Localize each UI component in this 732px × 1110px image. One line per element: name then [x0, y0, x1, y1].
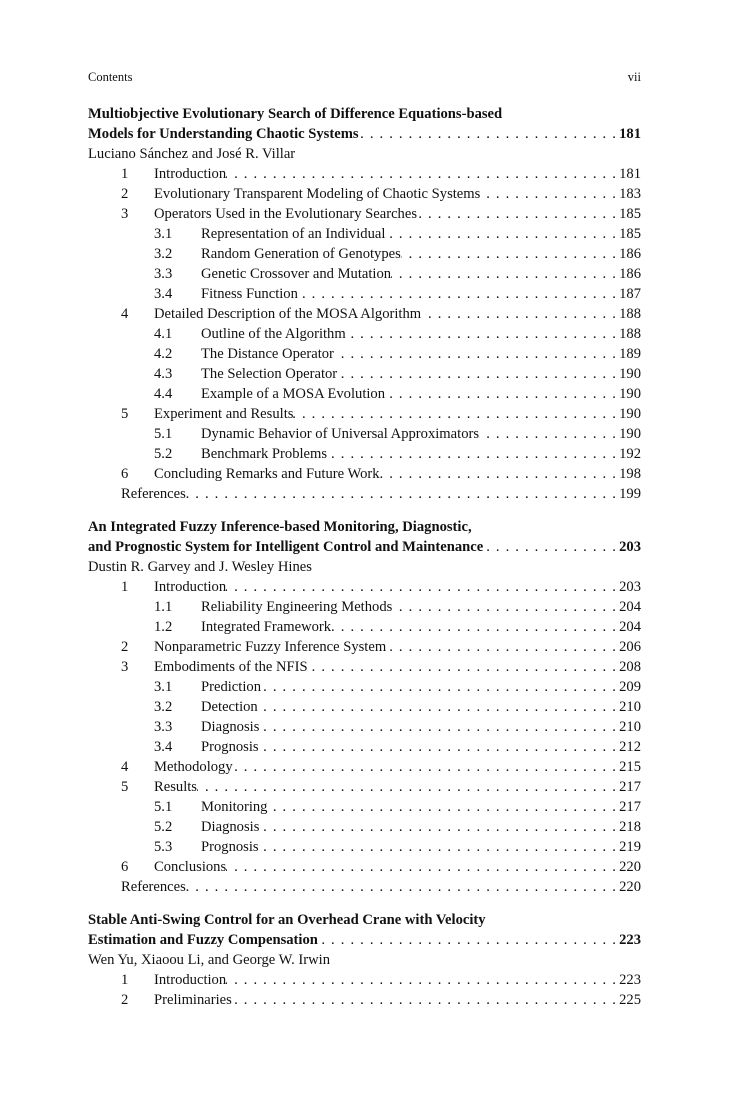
- chapter-title-text: Estimation and Fuzzy Compensation: [88, 932, 318, 948]
- dot-leader: [259, 717, 619, 737]
- toc-entry: [88, 577, 641, 597]
- chapter-page-number: 223: [619, 932, 641, 948]
- entry-number: 4.3: [154, 366, 173, 382]
- dot-leader: [392, 597, 619, 617]
- running-header: [88, 70, 641, 85]
- chapter-title-text: and Prognostic System for Intelligent Control and Maintenance: [88, 539, 484, 555]
- entry-title: Representation of an Individual: [201, 226, 386, 242]
- entry-number: 1.1: [154, 599, 173, 615]
- dot-leader: [483, 537, 619, 557]
- dot-leader: [417, 204, 619, 224]
- entry-page-number: 203: [619, 579, 641, 595]
- dot-leader: [258, 697, 619, 717]
- toc-entry: [88, 677, 641, 697]
- dot-leader: [259, 737, 620, 757]
- chapter-authors: [88, 950, 641, 970]
- entry-title: Nonparametric Fuzzy Inference System: [154, 639, 387, 655]
- toc-entry: [88, 737, 641, 757]
- references-entry: [88, 877, 641, 897]
- toc-entry: [88, 404, 641, 424]
- entry-page-number: 189: [619, 346, 641, 362]
- dot-leader: [226, 857, 619, 877]
- entry-title: References: [121, 486, 186, 502]
- entry-page-number: 215: [619, 759, 641, 775]
- toc-entry: [88, 264, 641, 284]
- entry-title: Integrated Framework: [201, 619, 332, 635]
- entry-title: Diagnosis: [201, 719, 260, 735]
- toc-entry: [88, 617, 641, 637]
- dot-leader: [267, 797, 619, 817]
- entry-page-number: 206: [619, 639, 641, 655]
- dot-leader: [337, 364, 619, 384]
- entry-title: The Distance Operator: [201, 346, 334, 362]
- entry-page-number: 220: [619, 879, 641, 895]
- entry-number: 3: [121, 659, 129, 675]
- entry-number: 1: [121, 166, 129, 182]
- entry-number: 6: [121, 466, 129, 482]
- entry-number: 4.4: [154, 386, 173, 402]
- toc-entry: [88, 797, 641, 817]
- entry-title: Conclusions: [154, 859, 227, 875]
- entry-number: 4: [121, 306, 129, 322]
- toc-entry: [88, 444, 641, 464]
- entry-title: Evolutionary Transparent Modeling of Chaotic Systems: [154, 186, 481, 202]
- toc-entry: [88, 324, 641, 344]
- dot-leader: [327, 444, 619, 464]
- entry-number: 5: [121, 406, 129, 422]
- dot-leader: [259, 837, 620, 857]
- entry-page-number: 186: [619, 246, 641, 262]
- entry-title: Detection: [201, 699, 258, 715]
- entry-title: Methodology: [154, 759, 233, 775]
- entry-title: Reliability Engineering Methods: [201, 599, 393, 615]
- header-page-number: vii: [627, 70, 641, 84]
- entry-number: 3.4: [154, 286, 173, 302]
- entry-title: Benchmark Problems: [201, 446, 328, 462]
- dot-leader: [261, 677, 619, 697]
- entry-title: Dynamic Behavior of Universal Approximators: [201, 426, 480, 442]
- entry-title: Operators Used in the Evolutionary Searches: [154, 206, 418, 222]
- dot-leader: [385, 384, 619, 404]
- toc-entry: [88, 990, 641, 1010]
- entry-page-number: 210: [619, 699, 641, 715]
- authors-text: Dustin R. Garvey and J. Wesley Hines: [88, 559, 312, 575]
- entry-page-number: 209: [619, 679, 641, 695]
- dot-leader: [421, 304, 619, 324]
- entry-number: 5: [121, 779, 129, 795]
- entry-page-number: 218: [619, 819, 641, 835]
- dot-leader: [479, 424, 619, 444]
- chapter-title-line: [88, 537, 641, 557]
- entry-page-number: 188: [619, 306, 641, 322]
- entry-page-number: 185: [619, 226, 641, 242]
- entry-page-number: 183: [619, 186, 641, 202]
- header-section-title: Contents: [88, 70, 133, 84]
- entry-number: 4.2: [154, 346, 173, 362]
- chapter-title-line: [88, 910, 641, 930]
- entry-page-number: 181: [619, 166, 641, 182]
- entry-title: Fitness Function: [201, 286, 298, 302]
- entry-number: 1: [121, 972, 129, 988]
- entry-page-number: 217: [619, 779, 641, 795]
- toc-entry: [88, 244, 641, 264]
- dot-leader: [380, 464, 620, 484]
- chapter-title-line: [88, 104, 641, 124]
- entry-page-number: 198: [619, 466, 641, 482]
- dot-leader: [298, 284, 619, 304]
- chapter-title-text: Models for Understanding Chaotic Systems: [88, 126, 359, 142]
- entry-number: 5.2: [154, 819, 173, 835]
- chapter-page-number: 181: [619, 126, 641, 142]
- entry-title: Introduction: [154, 166, 227, 182]
- entry-title: Prognosis: [201, 739, 259, 755]
- entry-page-number: 208: [619, 659, 641, 675]
- toc-entry: [88, 970, 641, 990]
- entry-page-number: 190: [619, 426, 641, 442]
- entry-title: Random Generation of Genotypes: [201, 246, 401, 262]
- dot-leader: [226, 164, 619, 184]
- toc-entry: [88, 464, 641, 484]
- entry-number: 3.4: [154, 739, 173, 755]
- entry-title: Example of a MOSA Evolution: [201, 386, 386, 402]
- entry-number: 5.1: [154, 799, 173, 815]
- entry-number: 1.2: [154, 619, 173, 635]
- entry-title: Introduction: [154, 579, 227, 595]
- entry-title: Outline of the Algorithm: [201, 326, 346, 342]
- entry-title: Experiment and Results: [154, 406, 294, 422]
- entry-page-number: 190: [619, 386, 641, 402]
- dot-leader: [346, 324, 619, 344]
- toc-entry: [88, 597, 641, 617]
- dot-leader: [308, 657, 619, 677]
- toc-chapter: [88, 910, 641, 1010]
- dot-leader: [233, 757, 619, 777]
- entry-number: 2: [121, 186, 129, 202]
- entry-title: Diagnosis: [201, 819, 260, 835]
- chapter-title-line: [88, 930, 641, 950]
- entry-number: 3.1: [154, 226, 173, 242]
- dot-leader: [293, 404, 619, 424]
- entry-page-number: 199: [619, 486, 641, 502]
- dot-leader: [480, 184, 619, 204]
- dot-leader: [359, 124, 620, 144]
- entry-page-number: 210: [619, 719, 641, 735]
- entry-number: 1: [121, 579, 129, 595]
- dot-leader: [232, 990, 619, 1010]
- entry-number: 6: [121, 859, 129, 875]
- entry-page-number: 217: [619, 799, 641, 815]
- dot-leader: [385, 224, 619, 244]
- dot-leader: [331, 617, 619, 637]
- chapter-title-line: [88, 517, 641, 537]
- entry-title: Embodiments of the NFIS: [154, 659, 308, 675]
- references-entry: [88, 484, 641, 504]
- dot-leader: [318, 930, 619, 950]
- entry-number: 5.2: [154, 446, 173, 462]
- toc-entry: [88, 304, 641, 324]
- chapter-authors: [88, 144, 641, 164]
- entry-title: The Selection Operator: [201, 366, 338, 382]
- toc-entry: [88, 224, 641, 244]
- entry-title: References: [121, 879, 186, 895]
- entry-number: 3.2: [154, 246, 173, 262]
- entry-page-number: 190: [619, 406, 641, 422]
- entry-number: 3.1: [154, 679, 173, 695]
- entry-title: Monitoring: [201, 799, 268, 815]
- entry-title: Prognosis: [201, 839, 259, 855]
- authors-text: Luciano Sánchez and José R. Villar: [88, 146, 296, 162]
- dot-leader: [186, 877, 619, 897]
- chapter-title-line: [88, 124, 641, 144]
- toc-entry: [88, 817, 641, 837]
- entry-page-number: 219: [619, 839, 641, 855]
- toc-entry: [88, 857, 641, 877]
- chapter-authors: [88, 557, 641, 577]
- toc-entry: [88, 184, 641, 204]
- entry-number: 3.2: [154, 699, 173, 715]
- entry-page-number: 212: [619, 739, 641, 755]
- toc-entry: [88, 757, 641, 777]
- entry-page-number: 188: [619, 326, 641, 342]
- toc-entry: [88, 164, 641, 184]
- entry-page-number: 204: [619, 599, 641, 615]
- chapter-title-text: An Integrated Fuzzy Inference-based Monitoring, Diagnostic,: [88, 519, 472, 535]
- dot-leader: [386, 637, 619, 657]
- toc-entry: [88, 284, 641, 304]
- table-of-contents: [88, 104, 641, 1023]
- toc-entry: [88, 657, 641, 677]
- entry-page-number: 220: [619, 859, 641, 875]
- entry-number: 4: [121, 759, 129, 775]
- dot-leader: [226, 970, 619, 990]
- entry-page-number: 187: [619, 286, 641, 302]
- toc-chapter: [88, 104, 641, 504]
- entry-title: Concluding Remarks and Future Work: [154, 466, 380, 482]
- entry-page-number: 225: [619, 992, 641, 1008]
- entry-number: 3.3: [154, 266, 173, 282]
- toc-entry: [88, 384, 641, 404]
- chapter-title-text: Stable Anti-Swing Control for an Overhead Crane with Velocity: [88, 912, 486, 928]
- dot-leader: [186, 484, 619, 504]
- toc-entry: [88, 364, 641, 384]
- toc-entry: [88, 777, 641, 797]
- entry-title: Introduction: [154, 972, 227, 988]
- entry-number: 4.1: [154, 326, 173, 342]
- entry-page-number: 192: [619, 446, 641, 462]
- toc-chapter: [88, 517, 641, 897]
- dot-leader: [334, 344, 619, 364]
- toc-entry: [88, 424, 641, 444]
- chapter-page-number: 203: [619, 539, 641, 555]
- entry-title: Genetic Crossover and Mutation: [201, 266, 392, 282]
- entry-number: 2: [121, 639, 129, 655]
- chapter-title-text: Multiobjective Evolutionary Search of Difference Equations-based: [88, 106, 503, 122]
- dot-leader: [391, 264, 619, 284]
- entry-page-number: 204: [619, 619, 641, 635]
- entry-number: 5.3: [154, 839, 173, 855]
- dot-leader: [401, 244, 619, 264]
- entry-page-number: 223: [619, 972, 641, 988]
- dot-leader: [197, 777, 619, 797]
- entry-page-number: 185: [619, 206, 641, 222]
- entry-number: 3: [121, 206, 129, 222]
- dot-leader: [226, 577, 619, 597]
- toc-entry: [88, 717, 641, 737]
- entry-number: 5.1: [154, 426, 173, 442]
- entry-title: Detailed Description of the MOSA Algorithm: [154, 306, 422, 322]
- toc-entry: [88, 697, 641, 717]
- toc-entry: [88, 637, 641, 657]
- entry-title: Preliminaries: [154, 992, 232, 1008]
- toc-entry: [88, 344, 641, 364]
- toc-entry: [88, 837, 641, 857]
- entry-title: Prediction: [201, 679, 261, 695]
- toc-entry: [88, 204, 641, 224]
- entry-page-number: 190: [619, 366, 641, 382]
- entry-page-number: 186: [619, 266, 641, 282]
- dot-leader: [259, 817, 619, 837]
- entry-number: 2: [121, 992, 129, 1008]
- authors-text: Wen Yu, Xiaoou Li, and George W. Irwin: [88, 952, 331, 968]
- entry-number: 3.3: [154, 719, 173, 735]
- entry-title: Results: [154, 779, 197, 795]
